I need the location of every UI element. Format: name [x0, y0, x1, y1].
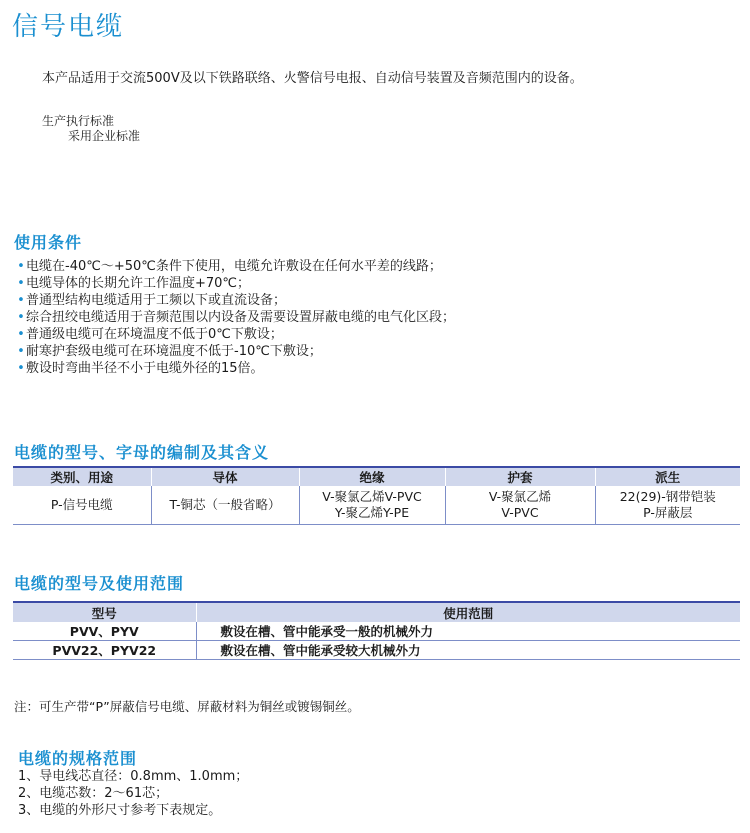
column-header: 导体: [151, 467, 299, 486]
sheath-line: V-聚氯乙烯: [488, 489, 552, 504]
usage-cell: 敷设在槽、管中能承受较大机械外力: [196, 641, 740, 660]
bullet-icon: •: [17, 310, 25, 325]
list-item: [16, 343, 455, 360]
column-header: 护套: [445, 467, 595, 486]
table-row: [13, 486, 740, 525]
usage-range-heading: 电缆的型号及使用范围: [14, 574, 185, 593]
list-item: [16, 275, 455, 292]
condition-text: 普通型结构电缆适用于工频以下或直流设备；: [26, 293, 287, 308]
model-code-heading: 电缆的型号、字母的编制及其含义: [14, 443, 270, 462]
insulation-line: V-聚氯乙烯V-PVC: [322, 489, 422, 504]
bullet-icon: •: [17, 327, 25, 342]
list-item: 1、导电线芯直径：0.8mm、1.0mm；: [18, 769, 249, 784]
table-header-row: [13, 602, 740, 622]
conductor-cell: T-铜芯（一般省略）: [151, 486, 299, 525]
spec-list: [18, 768, 248, 819]
list-item: 2、电缆芯数：2～61芯；: [18, 786, 169, 801]
bullet-icon: •: [17, 361, 25, 376]
conditions-list: [16, 258, 455, 377]
insulation-cell: [299, 486, 445, 525]
list-item: [16, 360, 455, 377]
note-text: 注：可生产带“P”屏蔽信号电缆、屏蔽材料为铜丝或镀锡铜丝。: [14, 699, 360, 714]
spec-heading: 电缆的规格范围: [18, 749, 138, 768]
bullet-icon: •: [17, 293, 25, 308]
bullet-icon: •: [17, 344, 25, 359]
list-item: [16, 309, 455, 326]
column-header: 类别、用途: [13, 467, 151, 486]
bullet-icon: •: [17, 276, 25, 291]
column-header: 派生: [595, 467, 740, 486]
condition-text: 电缆导体的长期允许工作温度+70℃；: [26, 276, 251, 291]
column-header: 绝缘: [299, 467, 445, 486]
list-item: [16, 292, 455, 309]
list-item: [16, 258, 455, 275]
usage-cell: 敷设在槽、管中能承受一般的机械外力: [196, 622, 740, 641]
column-header: 型号: [13, 602, 196, 622]
category-cell: P-信号电缆: [13, 486, 151, 525]
list-item: 3、电缆的外形尺寸参考下表规定。: [18, 803, 222, 818]
insulation-line: Y-聚乙烯Y-PE: [334, 505, 410, 520]
sheath-line: V-PVC: [501, 505, 539, 520]
sheath-cell: [445, 486, 595, 525]
bullet-icon: •: [17, 259, 25, 274]
condition-text: 电缆在-40℃～+50℃条件下使用，电缆允许敷设在任何水平差的线路；: [26, 259, 442, 274]
intro-text: 本产品适用于交流500V及以下铁路联络、火警信号电报、自动信号装置及音频范围内的设备。: [42, 71, 583, 86]
model-cell: PVV、PYV: [13, 622, 196, 641]
standard-value: 采用企业标准: [68, 129, 141, 143]
condition-text: 耐寒护套级电缆可在环境温度不低于-10℃下敷设；: [26, 344, 322, 359]
column-header: 使用范围: [196, 602, 740, 622]
standard-label: 生产执行标准: [42, 114, 115, 128]
derived-line: P-屏蔽层: [643, 505, 693, 520]
usage-range-table: [13, 601, 740, 660]
condition-text: 普通级电缆可在环境温度不低于0℃下敷设；: [26, 327, 283, 342]
conditions-heading: 使用条件: [14, 233, 83, 252]
condition-text: 综合扭绞电缆适用于音频范围以内设备及需要设置屏蔽电缆的电气化区段；: [26, 310, 456, 325]
table-header-row: [13, 467, 740, 486]
derived-cell: [595, 486, 740, 525]
list-item: [16, 326, 455, 343]
table-row: [13, 622, 740, 641]
table-row: [13, 641, 740, 660]
derived-line: 22(29)-钢带铠装: [619, 489, 716, 504]
model-cell: PVV22、PYV22: [13, 641, 196, 660]
model-code-table: [13, 466, 740, 525]
condition-text: 敷设时弯曲半径不小于电缆外径的15倍。: [26, 361, 264, 376]
page-title: 信号电缆: [12, 12, 125, 42]
